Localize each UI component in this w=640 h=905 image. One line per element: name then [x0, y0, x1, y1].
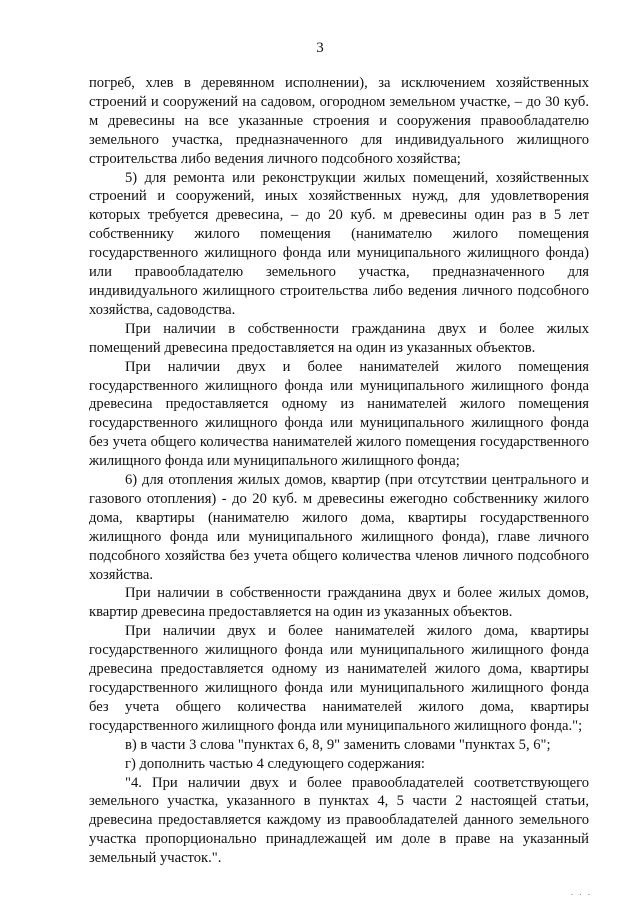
- paragraph: При наличии в собственности гражданина двух и более жилых помещений древесина предоставляется на один из указанных объектов.: [89, 320, 589, 356]
- page-number: 3: [316, 40, 324, 56]
- paragraph: 6) для отопления жилых домов, квартир (при отсутствии центрального и газового отопления) - до 20 куб. м древесины ежегодно собственнику жилого дома, квартиры (нанимателю жилого дома, квартиры государственного жилищного фонда или муниципального жилищного фонда), главе личного подсобного хозяйства без учета общего количества членов личного подсобного хозяйства.: [89, 472, 589, 583]
- paragraph: г) дополнить частью 4 следующего содержания:: [125, 755, 425, 772]
- paragraph: При наличии двух и более нанимателей жилого помещения государственного жилищного фонда или муниципального жилищного фонда древесина предоставляется одному из нанимателей жилого помещения государственного жилищного фонда или муниципального жилищного фонда без учета общего количества нанимателей жилого помещения государственного жилищного фонда или муниципального жилищного фонда;: [89, 358, 589, 470]
- document-body: [89, 74, 589, 868]
- paragraph: погреб, хлев в деревянном исполнении), за исключением хозяйственных строений и сооружений на садовом, огородном земельном участке, – до 30 куб. м древесины на все указанные строения и сооружения правообладателю земельного участка, предназначенного для индивидуального жилищного строительства либо ведения личного подсобного хозяйства;: [89, 75, 589, 167]
- paragraph: При наличии двух и более нанимателей жилого дома, квартиры государственного жилищного фонда или муниципального жилищного фонда древесина предоставляется одному из нанимателей жилого дома, квартиры государственного жилищного фонда или муниципального жилищного фонда без учета общего количества нанимателей жилого дома, квартиры государственного жилищного фонда или муниципального жилищного фонда.";: [89, 623, 589, 734]
- paragraph: в) в части 3 слова "пунктах 6, 8, 9" заменить словами "пунктах 5, 6";: [125, 736, 551, 753]
- paragraph: 5) для ремонта или реконструкции жилых помещений, хозяйственных строений и сооружений, иных хозяйственных нужд, для удовлетворения которых требуется древесина, – до 20 куб. м древесины один раз в 5 лет собственнику жилого помещения (нанимателю жилого помещения государственного жилищного фонда или муниципального жилищного фонда) или правообладателю земельного участка, предназначенного для индивидуального жилищного строительства либо ведения личного подсобного хозяйства, садоводства.: [89, 169, 589, 318]
- footer-mark: . . .: [570, 887, 592, 897]
- paragraph: При наличии в собственности гражданина двух и более жилых домов, квартир древесина предоставляется на один из указанных объектов.: [89, 585, 589, 621]
- paragraph: "4. При наличии двух и более правообладателей соответствующего земельного участка, указанного в пунктах 4, 5 части 2 настоящей статьи, древесина предоставляется каждому из правообладателей данного земельного участка пропорционально принадлежащей им доле в праве на указанный земельный участок.".: [89, 774, 589, 867]
